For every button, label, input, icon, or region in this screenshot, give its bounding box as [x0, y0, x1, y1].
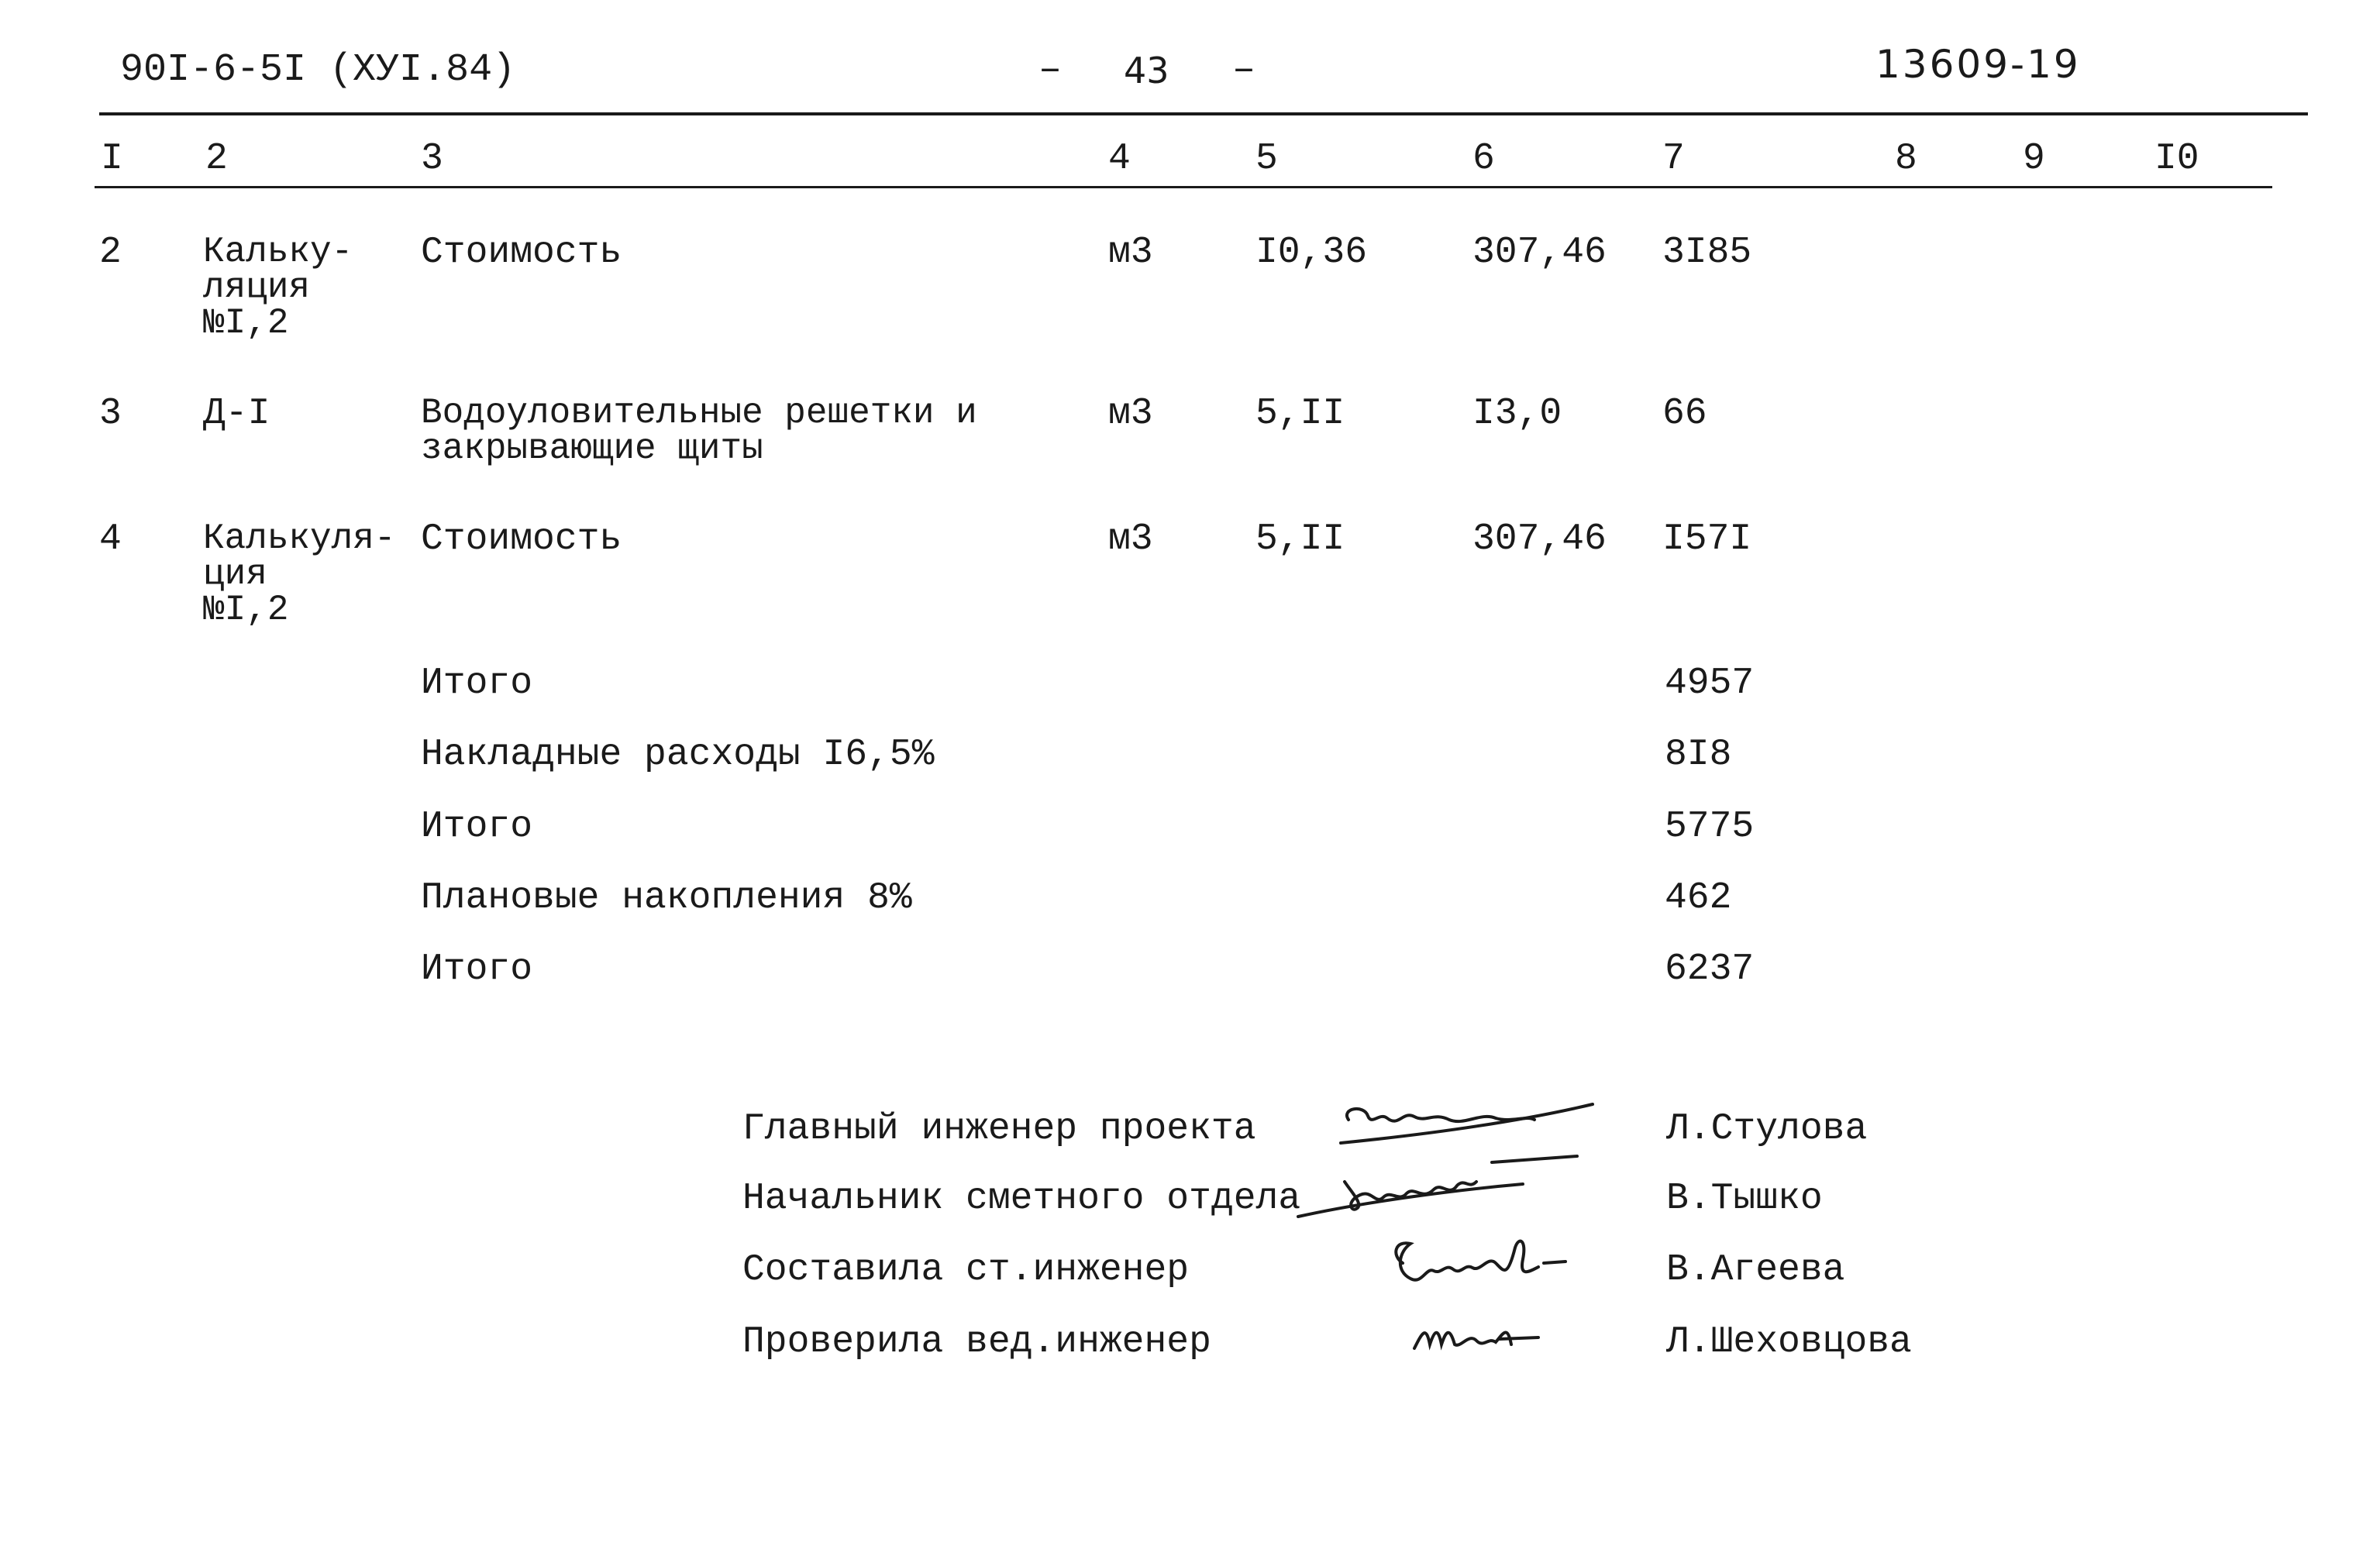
handwritten-signature: [1379, 1224, 1581, 1302]
basis-line: №I,2: [203, 303, 289, 343]
column-number: 3: [421, 138, 443, 180]
column-number: I0: [2154, 138, 2199, 180]
column-number: 6: [1472, 138, 1495, 180]
row-price: 307,46: [1472, 518, 1607, 560]
column-number: 5: [1255, 138, 1278, 180]
row-name: [421, 393, 977, 469]
page-dash-right: –: [1232, 48, 1256, 92]
signature-name: В.Агеева: [1666, 1249, 1845, 1291]
name-line: закрывающие щиты: [421, 429, 763, 469]
name-line: Водоуловительные решетки и: [421, 393, 977, 433]
signature-role: Начальник сметного отдела: [742, 1178, 1301, 1220]
sheet-code: 13609-19: [1875, 42, 2081, 87]
column-number: 2: [205, 138, 228, 180]
handwritten-signature: [1325, 1089, 1604, 1151]
summary-label: Плановые накопления 8%: [421, 877, 912, 919]
summary-value: 5775: [1665, 806, 1755, 848]
row-quantity: I0,36: [1255, 232, 1368, 274]
row-number: 4: [99, 518, 122, 560]
column-number: 4: [1108, 138, 1131, 180]
basis-line: №I,2: [203, 590, 289, 630]
row-total: I57I: [1662, 518, 1752, 560]
basis-line: Кальку-: [203, 232, 353, 272]
row-total: 3I85: [1662, 232, 1752, 274]
row-quantity: 5,II: [1255, 518, 1345, 560]
column-header-rule: [95, 186, 2272, 188]
row-unit: м3: [1108, 518, 1153, 560]
page-dash-left: –: [1038, 48, 1063, 92]
row-quantity: 5,II: [1255, 393, 1345, 435]
column-number: 7: [1662, 138, 1685, 180]
summary-label: Накладные расходы I6,5%: [421, 734, 935, 776]
basis-line: ция: [203, 554, 267, 594]
row-basis: Д-I: [203, 393, 270, 435]
column-number: 8: [1895, 138, 1917, 180]
signature-name: В.Тышко: [1666, 1178, 1823, 1220]
summary-value: 8I8: [1665, 734, 1732, 776]
summary-value: 462: [1665, 877, 1732, 919]
summary-label: Итого: [421, 948, 533, 990]
summary-label: Итого: [421, 806, 533, 848]
row-number: 2: [99, 232, 122, 274]
signature-name: Л.Шеховцова: [1666, 1321, 1912, 1363]
signature-role: Составила ст.инженер: [742, 1249, 1190, 1291]
header-rule: [99, 112, 2308, 115]
basis-line: Калькуля-: [203, 518, 396, 559]
column-number: 9: [2023, 138, 2045, 180]
row-basis: [203, 234, 353, 341]
row-unit: м3: [1108, 232, 1153, 274]
row-unit: м3: [1108, 393, 1153, 435]
column-number: I: [101, 138, 123, 180]
row-basis: [203, 518, 396, 630]
row-total: 66: [1662, 393, 1707, 435]
row-name: Стоимость: [421, 232, 622, 274]
row-price: I3,0: [1472, 393, 1562, 435]
basis-line: ляция: [203, 267, 311, 308]
signature-role: Главный инженер проекта: [742, 1108, 1256, 1150]
signature-role: Проверила вед.инженер: [742, 1321, 1211, 1363]
row-price: 307,46: [1472, 232, 1607, 274]
handwritten-signature: [1290, 1147, 1585, 1232]
row-name: Стоимость: [421, 518, 622, 560]
summary-label: Итого: [421, 663, 533, 704]
summary-value: 4957: [1665, 663, 1755, 704]
signature-name: Л.Стулова: [1666, 1108, 1868, 1150]
document-code: 90I-6-5I (XУI.84): [120, 48, 516, 92]
row-number: 3: [99, 393, 122, 435]
handwritten-signature: [1399, 1310, 1554, 1364]
summary-value: 6237: [1665, 948, 1755, 990]
page-number: 43: [1124, 50, 1169, 91]
